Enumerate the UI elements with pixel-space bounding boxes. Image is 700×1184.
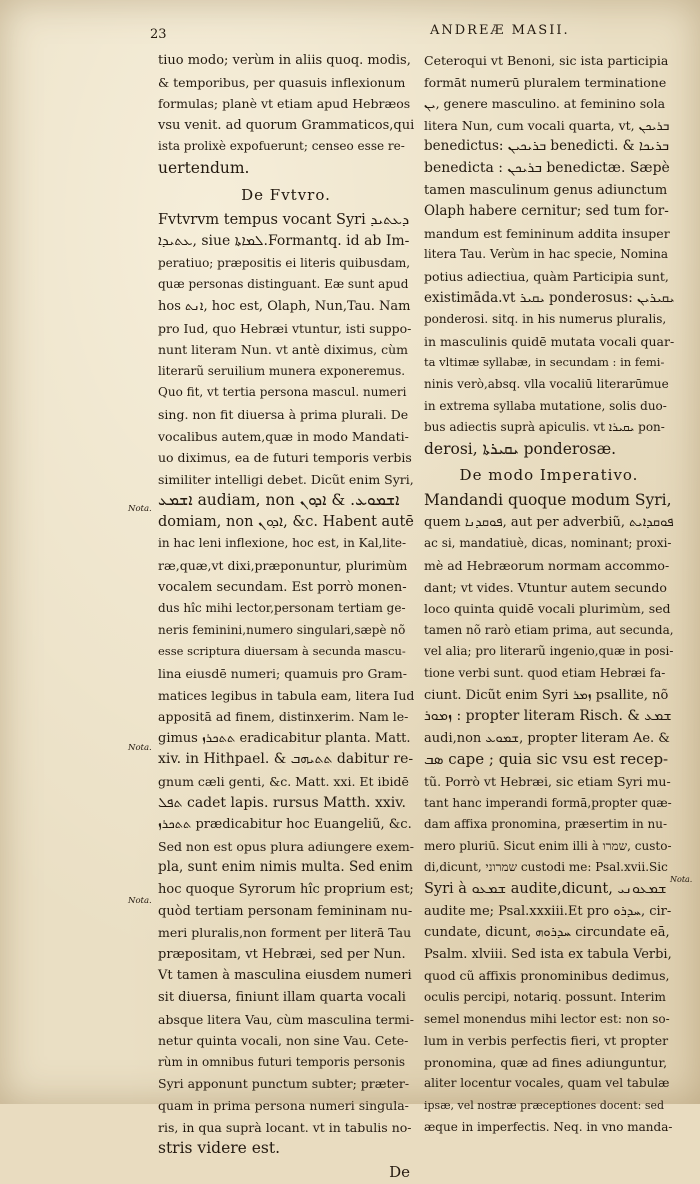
text-line: ac si, mandatiuè, dicas, nominant; proxi- — [424, 536, 672, 551]
text-line: quam in prima persona numeri singula- — [158, 1097, 409, 1113]
right-body-text — [424, 490, 674, 1138]
page-number: 23 — [150, 27, 167, 42]
text-line: ista prolixè expofuerunt; censeo esse re- — [158, 139, 405, 154]
text-line: uo diximus, ea de futuri temporis verbis — [158, 450, 412, 466]
text-line: mero pluriū. Sicut enim illi à שמרו, custo- — [424, 838, 672, 853]
text-line: tione verbi sunt. quod etiam Hebræi fa- — [424, 666, 666, 681]
text-line: ܝܢ, genere masculino. at feminino sola — [424, 96, 666, 112]
text-line: hoc quoque Syrorum hîc proprium est; — [158, 881, 414, 897]
margin-note: Nota. — [128, 504, 152, 514]
text-line: ܐܫܡܥ audiam, non ܐܫܡܘܥ. & ܐܕܘܢ — [158, 491, 400, 510]
text-line: Vt tamen à masculina eiusdem numeri — [158, 968, 412, 984]
text-line: hos ܐܢܬ, hoc est, Olaph, Nun,Tau. Nam — [158, 298, 411, 314]
text-line: ܥܬܝܕܐ, siue ܠܡܐܬܐ.Formantq. id ab Im- — [158, 233, 410, 250]
running-head: ANDREÆ MASII. — [430, 23, 570, 38]
text-line: gnum cæli genti, &c. Matt. xxi. Et ibidē — [158, 774, 409, 789]
text-line: di,dicunt, שמרוני custodi me: Psal.xvii.Sic — [424, 860, 668, 875]
text-line: benedicta : ܒܪܝܟܢ benedictæ. Sæpè — [424, 159, 670, 176]
text-line: æque in imperfectis. Neq. in vno manda- — [424, 1119, 673, 1134]
text-line: litera Nun, cum vocali quarta, vt, ܒܪܝܟܢ — [424, 117, 670, 133]
text-line: Olaph habere cernitur; sed tum for- — [424, 203, 669, 220]
text-line: in extrema syllaba mutatione, solis duo- — [424, 398, 667, 413]
text-line: loco quinta quidē vocali plurimùm, sed — [424, 601, 671, 617]
text-line: tamen nõ rarò etiam prima, aut secunda, — [424, 622, 674, 637]
margin-note: Nota. — [128, 896, 152, 906]
text-line: ta vltimæ syllabæ, in secundam : in femi- — [424, 355, 665, 370]
text-line: præpositam, vt Hebræi, sed per Nun. — [158, 946, 406, 962]
text-line: quem ܦܘܩܕܢܐ, aut per adverbiũ, ܦܘܩܕܐܝܬ — [424, 514, 674, 530]
text-line: dam affixa pronomina, præsertim in nu- — [424, 817, 668, 832]
text-line: Ceteroqui vt Benoni, sic ista participia — [424, 53, 669, 68]
text-line: litera Tau. Verùm in hac specie, Nomina — [424, 247, 669, 262]
text-line: Syri apponunt punctum subter; præter- — [158, 1076, 410, 1092]
text-line: ܬܦܠ cadet lapis. rursus Matth. xxiv. — [158, 794, 406, 811]
text-line: mè ad Hebræorum normam accommo- — [424, 558, 670, 574]
text-line: uertendum. — [158, 158, 250, 177]
text-line: vsu venit. ad quorum Grammaticos,qui — [158, 117, 415, 133]
text-line: Syri à ܫܡܥܘ audite,dicunt, ܫܡܥܘܢܝ — [424, 880, 667, 897]
text-line: audite me; Psal.xxxiii.Et pro ܚܕܪܘ, cir- — [424, 903, 672, 919]
text-line: vel alia; pro literarũ ingenio,quæ in posi- — [424, 644, 674, 659]
text-line: formāt numerū pluralem terminatione — [424, 74, 667, 90]
text-line: dant; vt vides. Vtuntur autem secundo — [424, 579, 667, 595]
text-line: oculis percipi, notariq. possunt. Interim — [424, 989, 666, 1004]
left-body-text — [158, 210, 414, 1160]
text-line: ponderosi. sitq. in his numerus pluralis, — [424, 312, 667, 327]
text-line: dus hîc mihi lector,personam tertiam ge- — [158, 601, 406, 616]
text-line: cundate, dicunt, ܚܕܪܘܗ circundate eā, — [424, 925, 670, 941]
text-line: in masculinis quidē mutata vocali quar- — [424, 333, 675, 349]
text-line: benedictus: ܒܪܝܟܝܢ benedicti. & ܒܪܝܟܐ — [424, 138, 670, 155]
text-line: similiter intelligi debet. Dicũt enim Syri, — [158, 471, 414, 487]
text-line: meri pluralis,non forment per literā Tau — [158, 925, 412, 941]
text-line: esse scriptura diuersam à secunda mascu- — [158, 644, 406, 659]
text-line: literarũ seruilium munera exponeremus. — [158, 363, 406, 378]
text-line: neris feminini,numero singulari,sæpè nõ — [158, 622, 406, 637]
text-line: quòd tertiam personam femininam nu- — [158, 903, 413, 919]
section-heading: De modo Imperativo. — [459, 466, 639, 485]
text-line: gimus ܬܬܟܪܙ eradicabitur planta. Matt. — [158, 730, 411, 746]
left-column — [158, 50, 414, 1184]
text-line: tiuo modo; verùm in aliis quoq. modis, — [158, 53, 411, 68]
text-line: pla, sunt enim nimis multa. Sed enim — [158, 859, 413, 876]
text-line: absque litera Vau, cùm masculina termi- — [158, 1011, 415, 1027]
text-line: semel monendus mihi lector est: non so- — [424, 1011, 670, 1026]
text-line: quod cũ affixis pronominibus dedimus, — [424, 968, 670, 984]
text-line: audi,non ܫܡܘܥ, propter literam Ae. & — [424, 730, 670, 746]
text-line: tamen masculinum genus adiunctum — [424, 182, 668, 198]
text-line: ipsæ, vel nostræ præceptiones docent: sed — [424, 1098, 665, 1112]
text-line: Fvtvrvm tempus vocant Syri ܕܥܬܝܕ — [158, 211, 410, 228]
text-line: vocalem secundam. Est porrò monen- — [158, 579, 407, 595]
text-line: nunt literam Nun. vt antè diximus, cùm — [158, 342, 408, 358]
right-top-text — [424, 50, 674, 460]
text-line: pro Iud, quo Hebræi vtuntur, isti suppo- — [158, 320, 412, 336]
text-line: ܬܬܟܪܙ prædicabitur hoc Euangeliũ, &c. — [158, 817, 412, 833]
left-top-text — [158, 50, 414, 180]
text-line: stris videre est. — [158, 1139, 281, 1158]
text-line: matices legibus in tabula eam, litera Iud — [158, 687, 415, 703]
text-line: aliter locentur vocales, quam vel tabulæ — [424, 1076, 670, 1091]
text-line: & temporibus, per quasuis inflexionum — [158, 74, 406, 90]
text-line: ninis verò,absq. vlla vocaliū literarūmue — [424, 376, 669, 391]
text-line: pronomina, quæ ad fines adiunguntur, — [424, 1054, 668, 1070]
text-line: ciunt. Dicũt enim Syri ܙܡܪ psallite, nõ — [424, 687, 669, 703]
text-line: derosi, ܝܩܝܪܬܐ ponderosæ. — [424, 439, 617, 458]
text-line: domiam, non ܐܕܘܢ, &c. Habent autē — [158, 513, 414, 530]
text-line: ris, in qua suprà locant. vt in tabulis no- — [158, 1119, 412, 1135]
text-line: existimāda.vt ܝܩܝܪ ponderosus: ܝܩܝܪܝܢ — [424, 289, 675, 306]
text-line: netur quinta vocali, non sine Vau. Cete- — [158, 1033, 409, 1049]
text-line: appositā ad finem, distinxerim. Nam le- — [158, 709, 409, 725]
section-heading: De Fvtvro. — [241, 185, 331, 204]
text-line: ræ,quæ,vt dixi,præponuntur, plurimùm — [158, 558, 408, 574]
text-line: ܣܒ cape ; quia sic vsu est recep- — [424, 750, 669, 769]
text-line: potius adiectiua, quàm Participia sunt, — [424, 268, 669, 284]
text-line: formulas; planè vt etiam apud Hebræos — [158, 96, 411, 112]
text-line: lina eiusdē numeri; quamuis pro Gram- — [158, 666, 407, 682]
text-line: tant hanc imperandi formā,propter quæ- — [424, 795, 672, 810]
text-line: lum in verbis perfectis fieri, vt propter — [424, 1033, 669, 1049]
text-line: vocalibus autem,quæ in modo Mandati- — [158, 428, 409, 444]
text-line: mandum est femininum addita insuper — [424, 225, 670, 241]
text-line: xiv. in Hithpael. & ܬܬܝܗܒ dabitur re- — [158, 751, 414, 768]
text-line: in hac leni inflexione, hoc est, in Kal,lite- — [158, 536, 407, 551]
right-column — [424, 50, 674, 1138]
text-line: Mandandi quoque modum Syri, — [424, 491, 672, 510]
text-line: Psalm. xlviii. Sed ista ex tabula Verbi, — [424, 946, 672, 962]
text-line: tũ. Porrò vt Hebræi, sic etiam Syri mu- — [424, 774, 671, 789]
text-line: ܙܡܘܪ : propter literam Risch. & ܫܡܥ — [424, 708, 672, 725]
catchword: De — [389, 1162, 410, 1181]
text-line: sing. non fit diuersa à prima plurali. De — [158, 406, 409, 422]
text-line: Sed non est opus plura adiungere exem- — [158, 838, 414, 854]
text-line: sit diuersa, finiunt illam quarta vocali — [158, 989, 406, 1005]
text-line: rùm in omnibus futuri temporis personis — [158, 1054, 406, 1069]
text-line: Quo fit, vt tertia persona mascul. numeri — [158, 385, 407, 400]
text-line: bus adiectis suprà apiculis. vt ܝܩܝܪܐ pon- — [424, 420, 665, 435]
text-line: quæ personas distinguant. Eæ sunt apud — [158, 277, 409, 292]
margin-note: Nota. — [128, 743, 152, 753]
margin-note: Nota. — [670, 875, 693, 884]
text-line: peratiuo; præpositis ei literis quibusdam, — [158, 255, 411, 270]
